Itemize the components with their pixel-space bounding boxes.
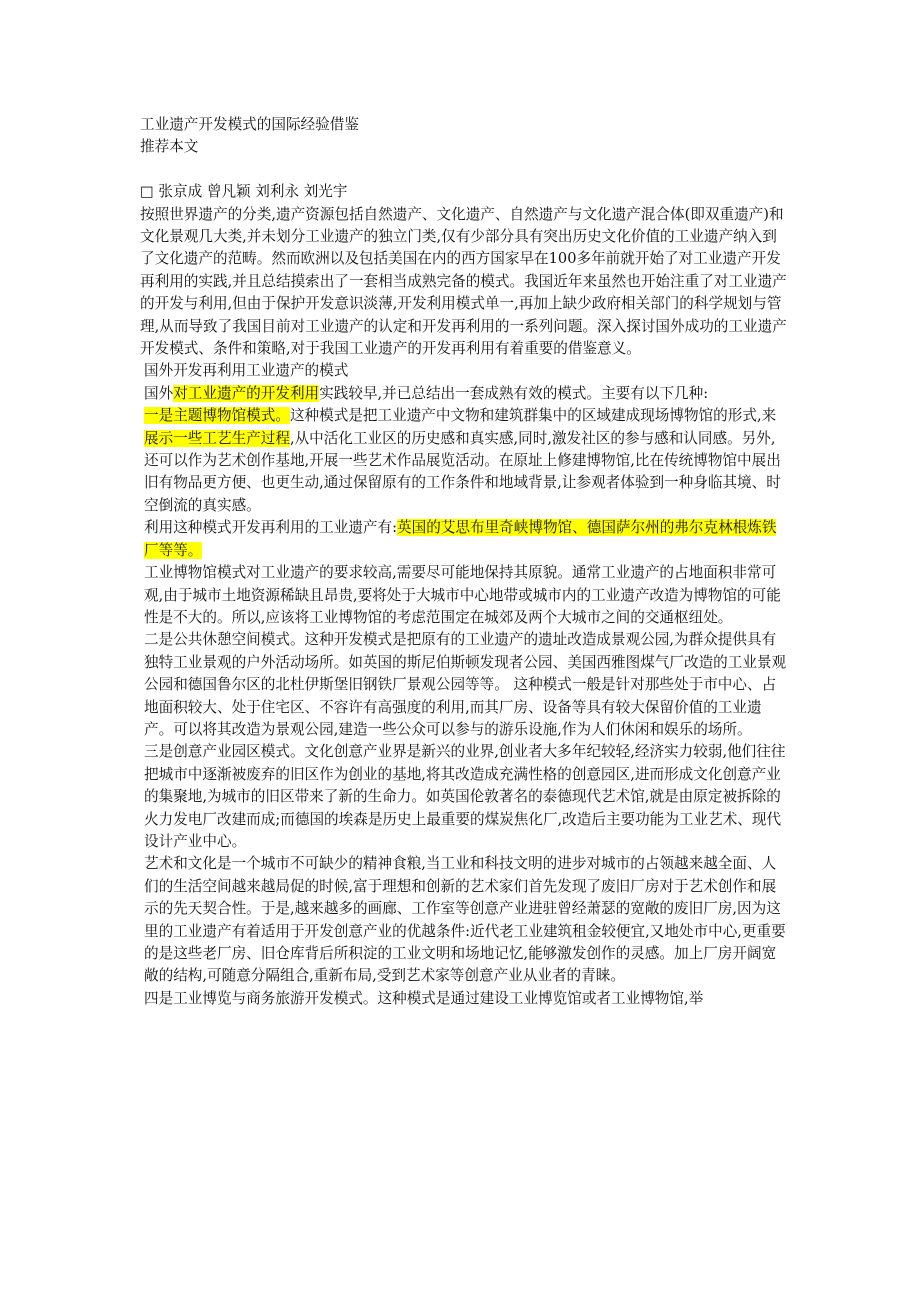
intro-paragraph: 按照世界遗产的分类,遗产资源包括自然遗产、文化遗产、自然遗产与文化遗产混合体(即双重遗产)和文化景观几大类,并未划分工业遗产的独立门类,仅有少部分具有突出历史文化价值的工业遗产纳入到了文化遗产的范畴。然而欧洲以及包括美国在内的西方国家早在100多年前就开始了对工业遗产开发再利用的实践,并且总结摸索出了一套相当成熟完备的模式。我国近年来虽然也开始注重了对工业遗产的开发与利用,但由于保护开发意识淡薄,开发利用模式单一,再加上缺少政府相关部门的科学规划与管理,从而导致了我国目前对工业遗产的认定和开发再利用的一系列问题。深入探讨国外成功的工业遗产开发模式、条件和策略,对于我国工业遗产的开发再利用有着重要的借鉴意义。 [140, 205, 787, 358]
section-heading: 国外开发再利用工业遗产的模式 [144, 362, 349, 380]
document-title: 工业遗产开发模式的国际经验借鉴 [140, 116, 359, 133]
overview-text-a: 国外 [144, 384, 174, 402]
blank-line [140, 159, 788, 181]
art-culture-paragraph: 艺术和文化是一个城市不可缺少的精神食粮,当工业和科技文明的进步对城市的占领越来越全面、人们的生活空间越来越局促的时候,富于理想和创新的艺术家们首先发现了废旧厂房对于艺术创作和展示的先天契合性。于是,越来越多的画廊、工作室等创意产业进驻曾经萧瑟的宽敞的废旧厂房,因为这里的工业遗产有着适用于开发创意产业的优越条件:近代老工业建筑租金较便宜,又地处市中心,更重要的是这些老厂房、旧仓库背后所积淀的工业文明和场地记忆,能够激发创作的灵感。加上厂房开阔宽敞的结构,可随意分隔组合,重新布局,受到艺术家等创意产业从业者的青睐。 [144, 855, 786, 985]
overview-paragraph [140, 383, 788, 405]
overview-highlight: 对工业遗产的开发利用 [173, 384, 320, 402]
examples-paragraph [140, 517, 788, 562]
examples-highlight: 英国的艾思布里奇峡博物馆、德国萨尔州的弗尔克林根炼铁厂等等。 [144, 519, 777, 559]
mode1-paragraph [140, 405, 788, 517]
document-subtitle: 推荐本文 [140, 138, 199, 156]
mode4-paragraph: 四是工业博览与商务旅游开发模式。这种模式是通过建设工业博览馆或者工业博物馆,举 [144, 989, 704, 1007]
museum-requirements-paragraph: 工业博物馆模式对工业遗产的要求较高,需要尽可能地保持其原貌。通常工业遗产的占地面积非常可观,由于城市土地资源稀缺且昂贵,要将处于大城市中心地带或城市内的工业遗产改造为博物馆的可能性是不大的。所以,应该将工业博物馆的考虑范围定在城郊及两个大城市之间的交通枢纽处。 [144, 564, 781, 626]
mode3-paragraph: 三是创意产业园区模式。文化创意产业界是新兴的业界,创业者大多年纪较轻,经济实力较弱,他们往往把城市中逐渐被废弃的旧区作为创业的基地,将其改造成充满性格的创意园区,进而形成文化创意产业的集聚地,为城市的旧区带来了新的生命力。如英国伦敦著名的泰德现代艺术馆,就是由原定被拆除的火力发电厂改建而成;而德国的埃森是历史上最重要的煤炭焦化厂,改造后主要功能为工业艺术、现代设计产业中心。 [144, 743, 786, 850]
mode1-text-b: ,从中活化工业区的历史感和真实感,同时,激发社区的参与感和认同感。另外,还可以作为艺术创作基地,开展一些艺术作品展览活动。在原址上修建博物馆,比在传统博物馆中展出旧有物品更方便、也更生动,通过保留原有的工作条件和地域背景,让参观者体验到一种身临其境、时空倒流的真实感。 [144, 429, 781, 514]
document-body [140, 114, 788, 1010]
author-line: □ 张京成 曾凡颖 刘利永 刘光宇 [140, 183, 348, 201]
mode1-text-a: 这种模式是把工业遗产中文物和建筑群集中的区域建成现场博物馆的形式,来 [289, 407, 777, 425]
mode2-paragraph: 二是公共休憩空间模式。这种开发模式是把原有的工业遗产的遗址改造成景观公园,为群众提供具有独特工业景观的户外活动场所。如英国的斯尼伯斯顿发现者公园、美国西雅图煤气厂改造的工业景观公园和德国鲁尔区的北杜伊斯堡旧钢铁厂景观公园等等。 这种模式一般是针对那些处于市中心、占地面积较大、处于住宅区、不容许有高强度的利用,而其厂房、设备等具有较大保留价值的工业遗产。可以将其改造为景观公园,建造一些公众可以参与的游乐设施,作为人们休闲和娱乐的场所。 [144, 631, 787, 738]
overview-text-b: 实践较早,并已总结出一套成熟有效的模式。主要有以下几种: [319, 384, 709, 402]
mode1-highlight-process: 展示一些工艺生产过程 [144, 429, 290, 447]
examples-text-a: 利用这种模式开发再利用的工业遗产有: [144, 519, 398, 537]
mode1-highlight-title: 一是主题博物馆模式。 [144, 407, 290, 425]
